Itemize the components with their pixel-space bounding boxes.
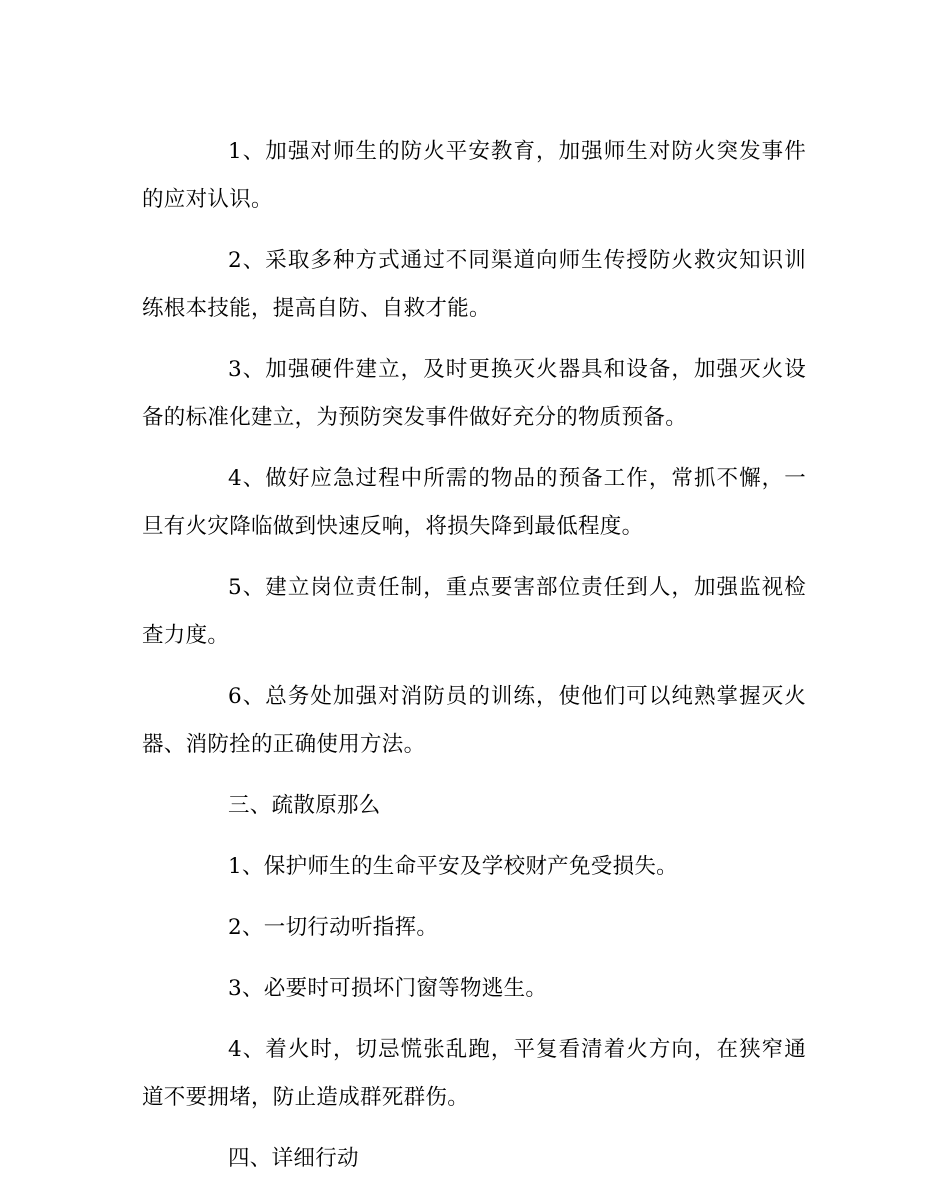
paragraph: 1、保护师生的生命平安及学校财产免受损失。 bbox=[228, 854, 678, 879]
paragraph: 5、建立岗位责任制，重点要害部位责任到人，加强监视检查力度。 bbox=[142, 575, 806, 648]
paragraph: 3、加强硬件建立，及时更换灭火器具和设备，加强灭火设备的标准化建立，为预防突发事件做好充分的物质预备。 bbox=[142, 357, 806, 430]
paragraph: 2、一切行动听指挥。 bbox=[228, 915, 439, 940]
paragraph: 1、加强对师生的防火平安教育，加强师生对防火突发事件的应对认识。 bbox=[142, 139, 806, 212]
paragraph: 4、做好应急过程中所需的物品的预备工作，常抓不懈，一旦有火灾降临做到快速反响，将损失降到最低程度。 bbox=[142, 466, 806, 539]
paragraph: 4、着火时，切忌慌张乱跑，平复看清着火方向，在狭窄通道不要拥堵，防止造成群死群伤。 bbox=[142, 1037, 806, 1110]
paragraph: 6、总务处加强对消防员的训练，使他们可以纯熟掌握灭火器、消防拴的正确使用方法。 bbox=[142, 684, 806, 757]
section-heading: 四、详细行动 bbox=[228, 1146, 359, 1171]
paragraph: 2、采取多种方式通过不同渠道向师生传授防火救灾知识训练根本技能，提高自防、自救才能。 bbox=[142, 248, 806, 321]
paragraph: 3、必要时可损坏门窗等物逃生。 bbox=[228, 976, 548, 1001]
document-page bbox=[142, 128, 806, 1196]
section-heading: 三、疏散原那么 bbox=[228, 793, 381, 818]
